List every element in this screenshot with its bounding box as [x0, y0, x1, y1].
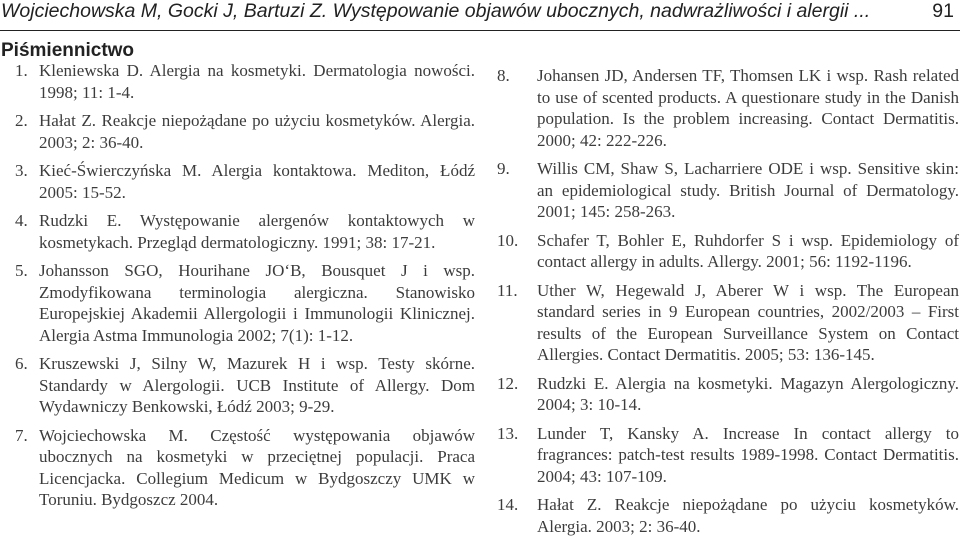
reference-item-14 — [497, 494, 959, 537]
reference-number: 9. — [497, 159, 510, 178]
reference-number: 6. — [15, 354, 28, 373]
reference-number: 10. — [497, 230, 519, 250]
reference-text: Uther W, Hegewald J, Aberer W i wsp. The European standard series in 9 European countries, 2002/2003 – First results of the European Surveillance System on Contact Allergies. Contact Dermatitis. 2005; 53: 136-145. — [537, 280, 959, 364]
reference-number: 14. — [497, 495, 519, 514]
reference-item-13 — [497, 423, 959, 488]
reference-number: 11. — [497, 280, 518, 300]
reference-item-4 — [9, 210, 475, 253]
reference-number: 12. — [497, 373, 519, 393]
reference-text: Kruszewski J, Silny W, Mazurek H i wsp. Testy skórne. Standardy w Alergologii. UCB Institute of Allergy. Dom Wydawniczy Benkowski, Łódź 2003; 9-29. — [39, 354, 475, 416]
running-header — [0, 0, 960, 31]
reference-number: 5. — [15, 261, 28, 280]
reference-text: Kleniewska D. Alergia na kosmetyki. Dermatologia nowości. 1998; 11: 1-4. — [39, 61, 475, 102]
reference-item-7 — [9, 425, 475, 511]
reference-number: 1. — [15, 61, 28, 80]
reference-text: Hałat Z. Reakcje niepożądane po użyciu kosmetyków. Alergia. 2003; 2: 36-40. — [537, 495, 959, 536]
reference-item-8 — [497, 65, 959, 151]
reference-number: 2. — [15, 111, 28, 130]
reference-item-2 — [9, 110, 475, 153]
reference-text: Rudzki E. Występowanie alergenów kontaktowych w kosmetykach. Przegląd dermatologiczny. 1991; 38: 17-21. — [39, 211, 475, 252]
reference-text: Wojciechowska M. Częstość występowania objawów ubocznych na kosmetyki w przeciętnej populacji. Praca Licencjacka. Collegium Medicum w Bydgoszczy UMK w Toruniu. Bydgoszcz 2004. — [39, 425, 475, 509]
reference-number: 13. — [497, 423, 519, 443]
header-title: Wojciechowska M, Gocki J, Bartuzi Z. Występowanie objawów ubocznych, nadwrażliwości i alergii ... — [1, 0, 871, 22]
reference-list-right — [497, 65, 959, 544]
reference-item-12 — [497, 373, 959, 416]
section-heading: Piśmiennictwo — [1, 40, 135, 61]
reference-item-9 — [497, 158, 959, 223]
reference-item-5 — [9, 260, 475, 346]
reference-item-11 — [497, 280, 959, 366]
page-number: 91 — [932, 0, 954, 22]
reference-text: Lunder T, Kansky A. Increase In contact allergy to fragrances: patch-test results 1989-1998. Contact Dermatitis. 2004; 43: 107-109. — [537, 423, 959, 486]
reference-item-6 — [9, 353, 475, 418]
reference-text: Schafer T, Bohler E, Ruhdorfer S i wsp. Epidemiology of contact allergy in adults. Allergy. 2001; 56: 1192-1196. — [537, 230, 959, 271]
reference-number: 3. — [15, 161, 28, 180]
reference-number: 7. — [15, 425, 28, 445]
reference-text: Rudzki E. Alergia na kosmetyki. Magazyn Alergologiczny. 2004; 3: 10-14. — [537, 373, 959, 414]
reference-list-left — [9, 60, 475, 518]
reference-item-10 — [497, 230, 959, 273]
reference-number: 8. — [497, 66, 510, 85]
reference-text: Kieć-Świerczyńska M. Alergia kontaktowa. Mediton, Łódź 2005: 15-52. — [39, 161, 475, 202]
reference-text: Hałat Z. Reakcje niepożądane po użyciu kosmetyków. Alergia. 2003; 2: 36-40. — [39, 111, 475, 152]
reference-item-1 — [9, 60, 475, 103]
reference-text: Johansen JD, Andersen TF, Thomsen LK i wsp. Rash related to use of scented products. A questionare study in the Danish population. Is the problem increasing. Contact Dermatitis. 2000; 42: 222-226. — [537, 66, 959, 150]
reference-number: 4. — [15, 211, 28, 230]
reference-item-3 — [9, 160, 475, 203]
reference-text: Willis CM, Shaw S, Lacharriere ODE i wsp. Sensitive skin: an epidemiological study. British Journal of Dermatology. 2001; 145: 258-263. — [537, 159, 959, 221]
reference-text: Johansson SGO, Hourihane JO‘B, Bousquet J i wsp. Zmodyfikowana terminologia alergiczna. Stanowisko Europejskiej Akademii Allergologii i Immunologii Klinicznej. Alergia Astma Immunologia 2002; 7(1): 1-12. — [39, 261, 475, 345]
